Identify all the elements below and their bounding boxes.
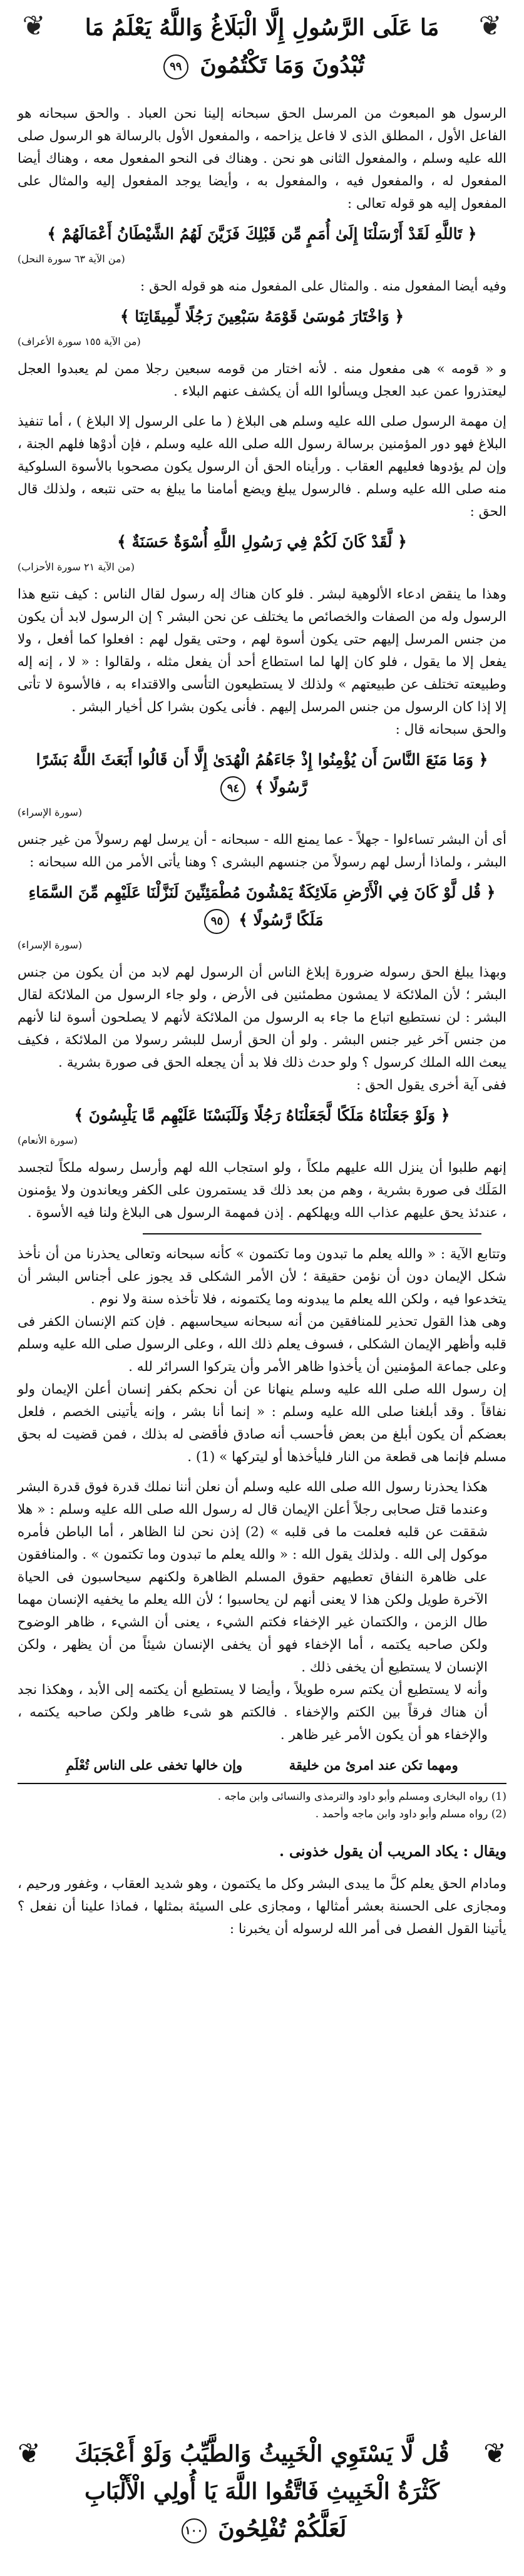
quote-6: ﴿ وَلَوْ جَعَلْنَاهُ مَلَكًا لَّجَعَلْنَاهُ رَجُلًا وَلَلَبَسْنَا عَلَيْهِم مَّا يَلْبِسُونَ ﴾ [74, 1106, 450, 1124]
ornament-right-icon: ❦ [483, 2438, 506, 2470]
header-verse-text: مَا عَلَى الرَّسُولِ إِلَّا الْبَلَاغُ وَاللَّهُ يَعْلَمُ مَا تُبْدُونَ وَمَا تَكْتُمُونَ [85, 14, 439, 78]
quote-4-text: ﴿ وَمَا مَنَعَ النَّاسَ أَن يُؤْمِنُوا إِذْ جَاءَهُمُ الْهُدَىٰ إِلَّا أَن قَالُوا أَبَعَثَ اللَّهُ بَشَرًا رَّسُولًا ﴾ [36, 751, 488, 796]
paragraph-1: الرسول هو المبعوث من المرسل الحق سبحانه إلينا نحن العباد . والحق سبحانه هو الفاعل الأول ، المطلق الذى لا فاعل يزاحمه ، والمفعول الأول بالرسالة هو الرسول صلى الله عليه وسلم ، والمفعول الثانى هو نحن . وهناك فى النحو المفعول معه ، وهناك أيضا المفعول له ، والمفعول فيه ، والمفعول به ، وأيضا يوجد المفعول إليه والمثال على المفعول إليه هو قوله تعالى : [18, 106, 506, 212]
quote-3: ﴿ لَّقَدْ كَانَ لَكُمْ فِي رَسُولِ اللَّهِ أُسْوَةٌ حَسَنَةٌ ﴾ [117, 533, 407, 551]
paragraph-15: وأنه لا يستطيع أن يكتم سره طويلاً ، وأيضا لا يستطيع أن يكتمه إلى الأبد ، وهكذا نجد أن هناك فرقاً بين الكتم والإخفاء . فالكتم هو شىء ظاهر ولكن صاحبه يكتمه ، والإخفاء هو أن يكون الأمر غير ظاهر . [18, 1682, 488, 1743]
footnote-2: (2) رواه مسلم وأبو داود وابن ماجه وأحمد . [315, 1808, 506, 1820]
quote-4-number: ٩٤ [220, 776, 245, 801]
quote-5-number: ٩٥ [204, 909, 229, 934]
ornament-left-icon: ❦ [18, 2438, 41, 2470]
quote-2-ref: (من الآية ١٥٥ سورة الأعراف) [18, 336, 141, 347]
divider [143, 1233, 481, 1234]
header-verse-banner [18, 9, 506, 103]
paragraph-8: وبهذا يبلغ الحق رسوله ضرورة إبلاغ الناس أن الرسول لهم لابد من أن يكون من جنس البشر ؛ لأن الملائكة لا يمشون مطمئنين فى الأرض ، ولو جاء الرسول من الملائكة لقال البشر : لن نستطيع اتباع ما جاء به الرسول من الملائكة لأنهم لا يصلحون أسوة لنا لأنهم من جنس آخر غير جنس البشر . ولو أن الحق أرسل للبشر رسولا من الملائكة ، فكيف يبعث الله الملك كرسول ؟ ولو حدث ذلك فلا بد أن يجعله الحق فى صورة بشرية . [18, 965, 506, 1070]
paragraph-7: أى أن البشر تساءلوا - جهلاً - عما يمنع الله - سبحانه - أن يرسل لهم رسولاً من غير جنس البشر ، ولماذا أرسل لهم رسولاً من جنسهم البشرى ؟ وهنا يأتى الأمر من الله سبحانه : [18, 832, 506, 870]
paragraph-14: هكذا يحذرنا رسول الله صلى الله عليه وسلم أن نعلن أننا نملك قدرة فوق قدرة البشر وعندما قتل صحابى رجلاً أعلن الإيمان قال له رسول الله صلى الله عليه وسلم : « هلا شققت عن قلبه فعلمت ما فى قلبه » (2) إذن نحن لنا الظاهر ، أما الباطن فأمره موكول إلى الله . ولذلك يقول الله : « والله يعلم ما تبدون وما تكتمون » . والمنافقون على ظاهرة النفاق تعطيهم حقوق المسلم الظاهرة ولكنهم سيحاسبون فى الحياة الآخرة طويل ولكن هذا لا يعنى أنهم لن يحاسبوا ؛ لأن الله يعلم ما يخفيه الإنسان مهما طال الزمن ، والكتمان غير الإخفاء فكتم الشيء ، يعنى أن الشيء ، ظاهر الوضوح ولكن صاحبه يكتمه ، أما الإخفاء فهو أن يخفى الإنسان شيئاً من أن يظهر ، ولكن الإنسان لا يستطيع أن يخفى ذلك . [18, 1479, 488, 1675]
paragraph-10: إنهم طلبوا أن ينزل الله عليهم ملكاً ، ولو استجاب الله لهم وأرسل رسوله ملكاً لتجسد المَلَك فى صورة بشرية ، وهم من بعد ذلك قد يستمرون على الكفر ويعاندون ولا يؤمنون ، عندئذ يحق عليهم عذاب الله ويهلكهم . إذن فمهمة الرسول هى البلاغ ولنا فيه الأسوة . [18, 1160, 506, 1221]
footnote-1: (1) رواه البخارى ومسلم وأبو داود والترمذى والنسائى وابن ماجه . [217, 1790, 506, 1803]
quote-4 [18, 746, 506, 801]
closing-verse-banner [18, 2435, 506, 2560]
ornament-right-icon: ❦ [478, 10, 502, 42]
header-verse-number: ٩٩ [163, 54, 188, 80]
paragraph-9: ففى آية أخرى يقول الحق : [356, 1077, 506, 1093]
ornament-left-icon: ❦ [22, 10, 46, 42]
quote-2: ﴿ وَاخْتَارَ مُوسَىٰ قَوْمَهُ سَبْعِينَ رَجُلًا لِّمِيقَاتِنَا ﴾ [120, 307, 404, 326]
closing-verse-text: قُل لَّا يَسْتَوِي الْخَبِيثُ وَالطَّيِّبُ وَلَوْ أَعْجَبَكَ كَثْرَةُ الْخَبِيثِ فَاتَّقُوا اللَّهَ يَا أُولِي الْأَلْبَابِ لَعَلَّكُمْ تُفْلِحُونَ [74, 2441, 450, 2542]
poem-hemistich-1: ومهما تكن عند امرئ من خليقة [289, 1757, 458, 1773]
quote-4-ref: (سورة الإسراء) [18, 806, 83, 818]
quote-1-ref: (من الآية ٦٣ سورة النحل) [18, 253, 125, 265]
quote-5-ref: (سورة الإسراء) [18, 939, 83, 951]
paragraph-13: إن رسول الله صلى الله عليه وسلم ينهانا عن أن نحكم بكفر إنسان أعلن الإيمان ولو نفاقاً . وقد أبلغنا صلى الله عليه وسلم : « إنما أنا بشر ، وإنه يأتينى الخصم ، فلعل بعضكم أن يكون أبلغ من بعض فأحسب أنه صادق فأقضى له بذلك ، فمن قضيت له بحق مسلم فإنما هى قطعة من النار فليأخذها أو ليتركها » (1) . [18, 1382, 506, 1465]
paragraph-2: وفيه أيضا المفعول منه . والمثال على المفعول منه هو قوله الحق : [140, 279, 506, 294]
paragraph-6: والحق سبحانه قال : [395, 722, 506, 737]
poem [43, 1754, 481, 1777]
quote-5 [18, 879, 506, 934]
footnotes [18, 1783, 506, 1823]
closing-verse [55, 2435, 469, 2548]
paragraph-16: ومادام الحق يعلم كلَّ ما يبدى البشر وكل ما يكتمون ، وهو شديد العقاب ، وغفور ورحيم ، ومجازى على الحسنة بعشر أمثالها ، ومجازى على السيئة بمثلها ، فماذا علينا أن نفعل ؟ يأتينا القول الفصل فى أمر الله لرسوله أن يخبرنا : [18, 1876, 506, 1937]
paragraph-5: وهذا ما ينقض ادعاء الألوهية لبشر . فلو كان هناك إله رسول لقال الناس : كيف نتبع هذا الرسول وله من الصفات والخصائص ما يختلف عن نحن البشر ؟ إن الرسول لابد أن يكون من جنس المرسل إليهم حتى يكون أسوة لهم ، وحتى يقول لهم : افعلوا كما أفعل ، ولا يفعل إلا ما يقول ، فلو كان إلها لما استطاع أحد أن يفعل مثله ، ولقالوا : « لا ، إنه إله وطبيعته تختلف عن طبيعتهم » ولذلك لا يستطيعون التأسى والاقتداء به ، فالأسوة لا تأتى إلا إذا كان الرسول من جنس المرسل إليهم . فأنى يكون بشرا كل أخيار البشر . [18, 587, 506, 715]
poem-hemistich-2: وإن خالها تخفى على الناس تُعْلَمِ [66, 1757, 243, 1773]
paragraph-11: وتتابع الآية : « والله يعلم ما تبدون وما تكتمون » كأنه سبحانه وتعالى يحذرنا من أن نأخذ شكل الإيمان دون أن نؤمن حقيقة ؛ لأن الأمر الشكلى قد يجوز على أجناس البشر أن يتخدعوا فيه ، ولكن الله يعلم ما يبدونه وما يكتمونه ، فلا تأخذه سنة ولا نوم . [18, 1246, 506, 1307]
header-verse [55, 9, 469, 84]
closing-verse-number: ١٠٠ [182, 2518, 207, 2543]
page [18, 0, 506, 2576]
quote-5-text: ﴿ قُل لَّوْ كَانَ فِي الْأَرْضِ مَلَائِكَةٌ يَمْشُونَ مُطْمَئِنِّينَ لَنَزَّلْنَا عَلَيْهِم مِّنَ السَّمَاءِ مَلَكًا رَّسُولًا ﴾ [28, 883, 496, 929]
section-saying: ويقال : يكاد المريب أن يقول خذونى . [279, 1843, 506, 1860]
quote-6-ref: (سورة الأنعام) [18, 1134, 78, 1146]
paragraph-12: وهى هذا القول تحذير للمنافقين من أنه سبحانه سيحاسبهم . فإن كتم الإنسان الكفر فى قلبه وأظهر الإيمان الشكلى ، فسوف يعلم ذلك الله ، وعلى الرسول صلى الله عليه وسلم وعلى جماعة المؤمنين أن يأخذوا ظاهر الأمر وأن يتركوا السرائر لله . [18, 1314, 506, 1375]
quote-3-ref: (من الآية ٢١ سورة الأحزاب) [18, 561, 135, 573]
paragraph-4: إن مهمة الرسول صلى الله عليه وسلم هى البلاغ ( ما على الرسول إلا البلاغ ) ، أما تنفيذ البلاغ فهو دور المؤمنين برسالة رسول الله صلى الله عليه وسلم ، فإن أدوْها فلهم الجنة ، وإن لم يؤدوها فعليهم العقاب . ورأيناه الحق أن الرسول يكون مصحوبا بالأسوة السلوكية منه صلى الله عليه وسلم . فالرسول يبلغ ويضع أمامنا ما يبلغ به حتى نتبعه ، ولذلك قال الحق : [18, 414, 506, 520]
paragraph-3: و « قومه » هى مفعول منه . لأنه اختار من قومه سبعين رجلا ممن لم يعبدوا العجل ليعتذروا عمن عبد العجل ويسألوا الله أن يكشف عنهم البلاء . [18, 361, 506, 399]
quote-1: ﴿ تَاللَّهِ لَقَدْ أَرْسَلْنَا إِلَىٰ أُمَمٍ مِّن قَبْلِكَ فَزَيَّنَ لَهُمُ الشَّيْطَانُ أَعْمَالَهُمْ ﴾ [47, 225, 477, 243]
